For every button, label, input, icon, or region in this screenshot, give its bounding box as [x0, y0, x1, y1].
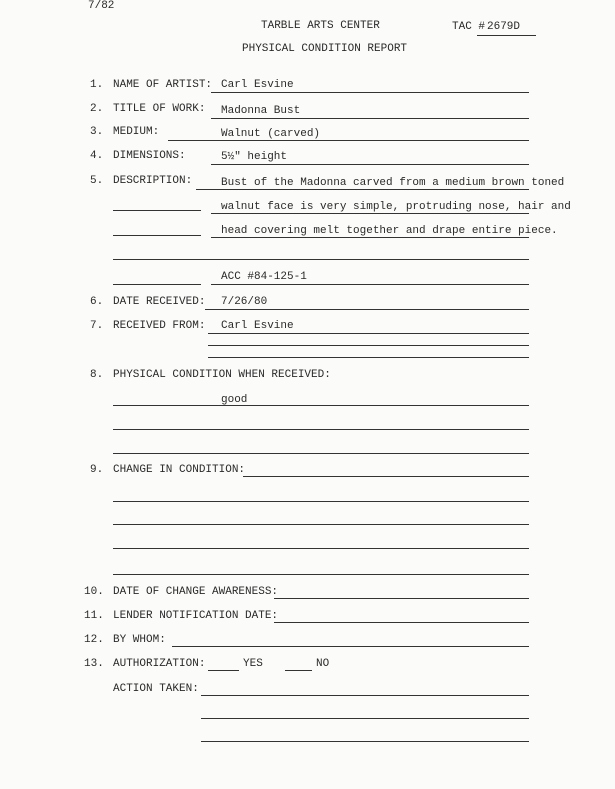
description-rule-5b [211, 284, 529, 285]
center-name: TARBLE ARTS CENTER [261, 20, 380, 32]
field-number-lender-notification: 11. [84, 610, 104, 622]
action-taken-line-2[interactable] [201, 718, 529, 719]
authorization-yes-label: YES [243, 658, 263, 670]
received-from-label: RECEIVED FROM: [113, 320, 206, 332]
change-line-5[interactable] [113, 574, 529, 575]
change-line-1[interactable] [243, 476, 529, 477]
dimensions-label: DIMENSIONS: [113, 150, 186, 162]
change-line-3[interactable] [113, 524, 529, 525]
action-taken-label: ACTION TAKEN: [113, 683, 199, 695]
report-title: PHYSICAL CONDITION REPORT [242, 43, 408, 55]
condition-received-label: PHYSICAL CONDITION WHEN RECEIVED: [113, 369, 331, 381]
authorization-no-label: NO [316, 658, 330, 670]
field-number-change: 9. [90, 464, 104, 476]
change-awareness-label: DATE OF CHANGE AWARENESS: [113, 586, 279, 598]
received-from-value[interactable]: Carl Esvine [221, 320, 294, 332]
date-received-line [205, 309, 529, 310]
received-from-line-3 [208, 357, 529, 358]
field-number-medium: 3. [90, 126, 104, 138]
field-number-received-from: 7. [90, 320, 104, 332]
change-label: CHANGE IN CONDITION: [113, 464, 246, 476]
medium-line [168, 140, 529, 141]
date-received-label: DATE RECEIVED: [113, 296, 206, 308]
description-rule-2b [211, 213, 529, 214]
date-received-value[interactable]: 7/26/80 [221, 296, 268, 308]
action-taken-line-3[interactable] [201, 741, 529, 742]
received-from-line-2 [208, 345, 529, 346]
authorization-yes-blank[interactable] [208, 670, 239, 671]
artist-value[interactable]: Carl Esvine [221, 79, 294, 91]
field-number-title: 2. [90, 103, 104, 115]
by-whom-label: BY WHOM: [113, 634, 166, 646]
medium-value[interactable]: Walnut (carved) [221, 128, 321, 140]
field-number-description: 5. [90, 175, 104, 187]
change-awareness-line[interactable] [274, 598, 529, 599]
condition-received-value[interactable]: good [221, 394, 248, 406]
description-rule-1 [196, 189, 529, 190]
title-label: TITLE OF WORK: [113, 103, 206, 115]
tac-label: TAC # [452, 21, 486, 33]
artist-label: NAME OF ARTIST: [113, 79, 213, 91]
description-rule-2a [113, 210, 201, 211]
description-line-2[interactable]: walnut face is very simple, protruding nose, hair and [221, 201, 571, 213]
tac-number: 2679D [487, 21, 521, 33]
field-number-date-received: 6. [90, 296, 104, 308]
field-number-authorization: 13. [84, 658, 104, 670]
condition-line-1 [113, 405, 529, 406]
artist-line [211, 92, 529, 93]
field-number-change-awareness: 10. [84, 586, 104, 598]
received-from-line-1 [208, 333, 529, 334]
description-label: DESCRIPTION: [113, 175, 193, 187]
title-value[interactable]: Madonna Bust [221, 105, 301, 117]
field-number-dimensions: 4. [90, 150, 104, 162]
by-whom-line[interactable] [172, 646, 529, 647]
lender-notification-label: LENDER NOTIFICATION DATE: [113, 610, 279, 622]
description-rule-4 [113, 259, 529, 260]
form-date: 7/82 [88, 0, 115, 12]
field-number-condition-received: 8. [90, 369, 104, 381]
authorization-no-blank[interactable] [285, 670, 312, 671]
field-number-artist: 1. [90, 79, 104, 91]
description-line-1[interactable]: Bust of the Madonna carved from a medium brown toned [221, 177, 565, 189]
lender-notification-line[interactable] [274, 622, 529, 623]
authorization-label: AUTHORIZATION: [113, 658, 206, 670]
condition-line-3 [113, 453, 529, 454]
description-rule-5a [113, 284, 201, 285]
medium-label: MEDIUM: [113, 126, 160, 138]
description-line-3[interactable]: head covering melt together and drape entire piece. [221, 225, 558, 237]
description-rule-3a [113, 235, 201, 236]
change-line-2[interactable] [113, 501, 529, 502]
tac-underline [477, 35, 536, 36]
description-rule-3b [211, 237, 529, 238]
field-number-by-whom: 12. [84, 634, 104, 646]
accession-number[interactable]: ACC #84-125-1 [221, 271, 307, 283]
title-line [211, 118, 529, 119]
action-taken-line-1[interactable] [201, 695, 529, 696]
condition-line-2 [113, 429, 529, 430]
change-line-4[interactable] [113, 548, 529, 549]
dimensions-value[interactable]: 5½" height [221, 151, 288, 163]
dimensions-line [211, 164, 529, 165]
